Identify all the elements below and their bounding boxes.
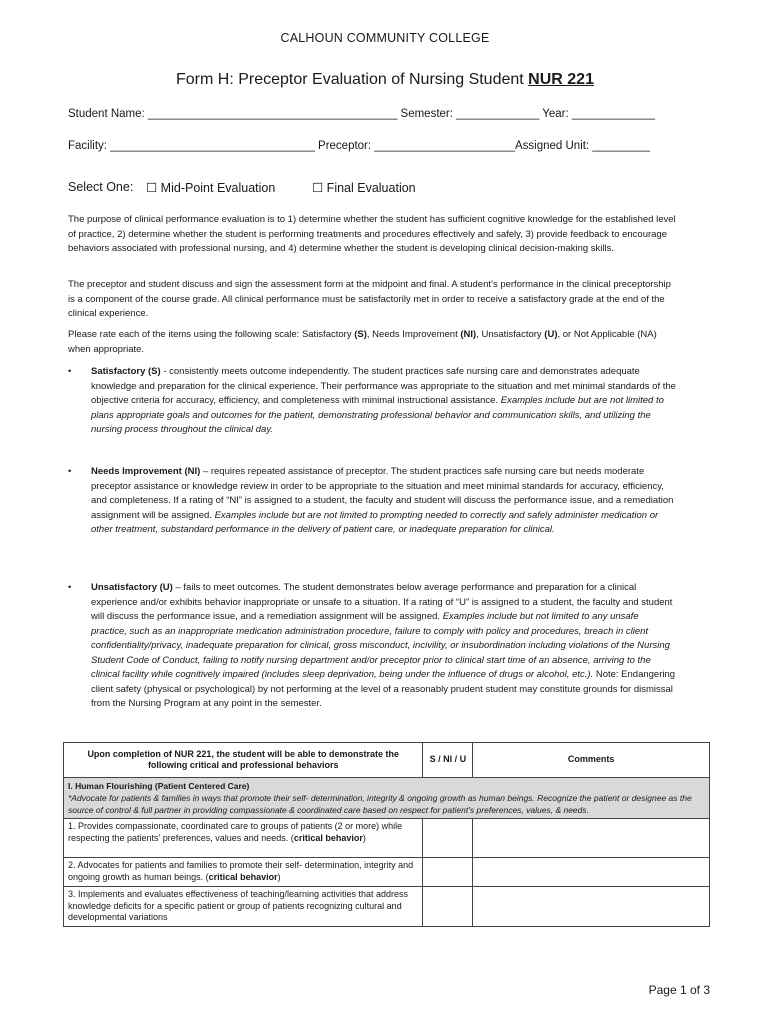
outcome-cell: 1. Provides compassionate, coordinated care to groups of patients (2 or more) while respecting the patients’ preferences, values and needs. (critical behavior) [64,819,423,858]
midpoint-checkbox[interactable]: ☐ Mid-Point Evaluation [146,181,276,195]
unsatisfactory-definition: • Unsatisfactory (U) – fails to meet outcomes. The student demonstrates below average performance and preparation for a clinical experience and/or exhibits behavior inappropriate or unsafe to a situation. If a rating of “U” is assigned to a student, the faculty and student will discuss the performance issue, and a remediation assignment will be assigned. Examples include but not limited to any unsafe practice, such as an inappropriate medication administration procedure, failure to comply with policy and procedures, breach in client confidentiality/privacy, inadequate preparation for clinical, gross misconduct, incivility, or insubordination including violations of the Nursing Student Code of Conduct, failing to notify nursing department and/or preceptor prior to clinical start time of an absence, arriving to the clinical facility while cognitively impaired (includes sleep deprivation, being under the influence of drugs or alcohol, etc.). Note: Endangering client safety (physical or psychological) by not performing at the level of a reasonably prudent student may constitute grounds for dismissal from the Nursing Program at any point in the semester. [68,582,676,709]
section-row [64,778,710,819]
comments-cell[interactable] [473,819,710,858]
purpose-paragraph: The purpose of clinical performance evaluation is to 1) determine whether the student has sufficient cognitive knowledge for the established level of practice, 2) determine whether the student is performing treatments and procedures effectively and safely, 3) provide feedback to encourage behaviors associated with professional nursing, and 4) determine whether the student is developing clinical decision-making skills. [68,214,676,254]
course-code: NUR 221 [528,71,594,88]
section-title: I. Human Flourishing (Patient Centered Care) [68,781,250,791]
rating-header: S / NI / U [423,743,473,778]
table-row [64,858,710,887]
rating-cell[interactable] [423,887,473,927]
final-checkbox[interactable]: ☐ Final Evaluation [312,181,416,195]
table-row [64,819,710,858]
comments-cell[interactable] [473,858,710,887]
bullet-icon: • [68,466,72,477]
comments-cell[interactable] [473,887,710,927]
table-header [64,743,710,778]
facility-info-line[interactable]: Facility: ________________________________ Preceptor: ______________________Assigned Unit: _________ [68,140,650,152]
evaluation-table [63,742,710,927]
section-description: *Advocate for patients & families in ways that promote their self- determination, integrity & ongoing growth as human beings. Recognize the patient or designee as the source of control & full partner in providing compassionate & coordinated care based on respect for patient’s preferences, values, & needs. [68,793,692,815]
college-name: CALHOUN COMMUNITY COLLEGE [280,31,490,45]
satisfactory-definition: • Satisfactory (S) - consistently meets outcome independently. The student practices safe nursing care and demonstrates adequate knowledge and preparation for the clinical experience. Their performance was appropriate to the situation and met minimal standards of the objective criteria for accuracy, efficiency, and completeness with minimal instructional assistance. Examples include but are not limited to plans appropriate goals and outcomes for the patient, demonstrating professional behavior and communication skills, and utilizing the nursing process throughout the clinical day. [68,366,676,435]
comments-header: Comments [473,743,710,778]
form-title-text: Form H: Preceptor Evaluation of Nursing Student [176,71,529,88]
preceptor-paragraph: The preceptor and student discuss and sign the assessment form at the midpoint and final. A student’s performance in the clinical preceptorship is a component of the course grade. All clinical performance must be satisfactorily met in order to receive a satisfactory grade at the end of the clinical experience. [68,279,671,319]
rating-cell[interactable] [423,858,473,887]
bullet-icon: • [68,366,72,377]
bullet-icon: • [68,582,72,593]
table-row [64,887,710,927]
form-title [0,71,770,89]
outcomes-header: Upon completion of NUR 221, the student will be able to demonstrate the following critical and professional behaviors [64,743,423,778]
student-info-line[interactable]: Student Name: _______________________________________ Semester: _____________ Year: _____________ [68,108,656,120]
page-number: Page 1 of 3 [648,983,710,997]
outcome-cell: 3. Implements and evaluates effectiveness of teaching/learning activities that address knowledge deficits for a specific patient or group of patients recognizing cultural and developmental variations [64,887,423,927]
select-label: Select One: [68,180,134,194]
needs-improvement-definition: • Needs Improvement (NI) – requires repeated assistance of preceptor. The student practices safe nursing care but needs moderate preceptor assistance or knowledge review in order to be appropriate to the situation and meet minimal standards for accuracy, efficiency, and completeness. If a rating of “NI” is assigned to a student, the faculty and student will discuss the performance issue, and a remediation assignment will be assigned. Examples include but are not limited to prompting needed to correctly and safely administer medication or other treatment, substandard performance in the delivery of patient care, or inadequate preparation for clinical. [68,466,674,535]
outcome-cell: 2. Advocates for patients and families to promote their self- determination, integrity and ongoing growth as human beings. (critical behavior) [64,858,423,887]
rating-cell[interactable] [423,819,473,858]
rating-scale-paragraph: Please rate each of the items using the following scale: Satisfactory (S), Needs Improvement (NI), Unsatisfactory (U), or Not Applicable (NA) when appropriate. [68,329,657,355]
